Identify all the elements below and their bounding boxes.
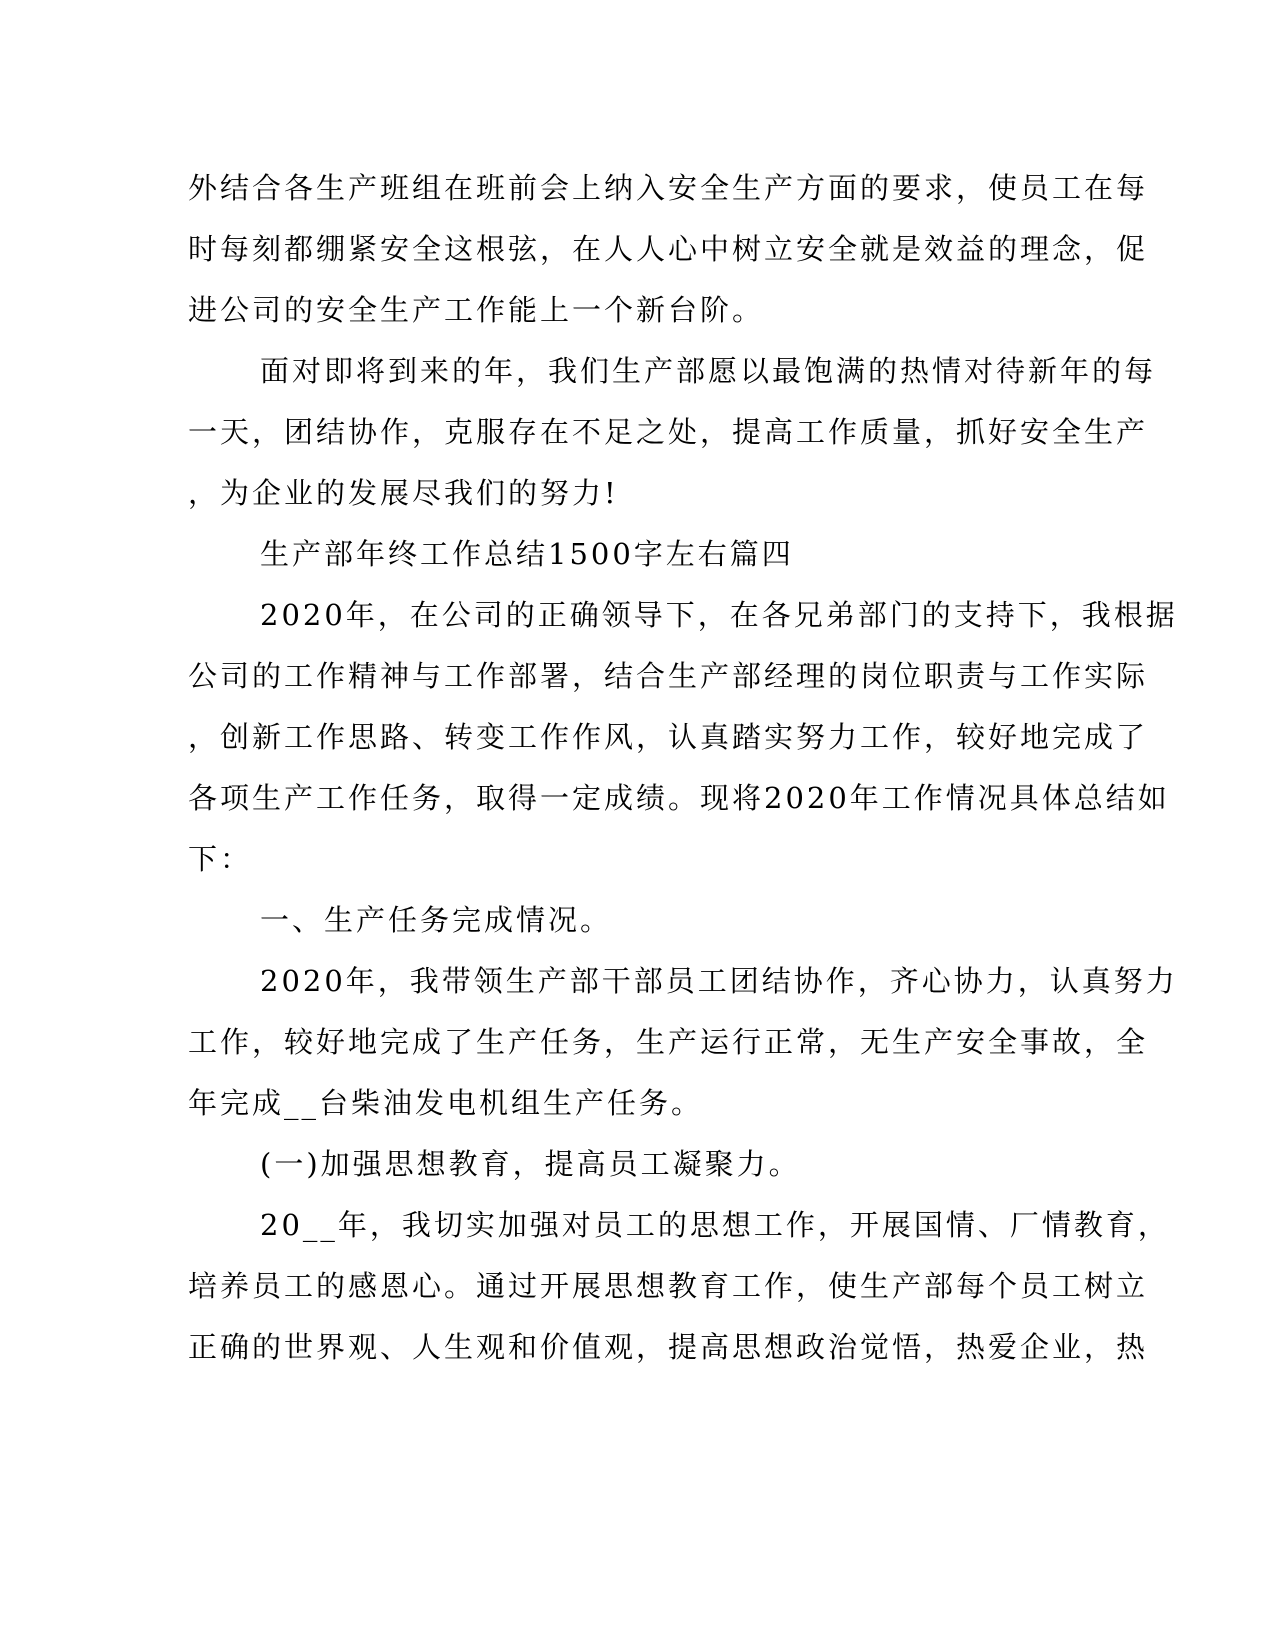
text-line: 年完成__台柴油发电机组生产任务。 — [188, 1086, 704, 1120]
text-line: 培养员工的感恩心。通过开展思想教育工作，使生产部每个员工树立 — [188, 1269, 1149, 1303]
text-line: 公司的工作精神与工作部署，结合生产部经理的岗位职责与工作实际 — [188, 659, 1149, 693]
text-line: ，为企业的发展尽我们的努力! — [188, 476, 619, 510]
paragraph-start-line: 2020年，我带领生产部干部员工团结协作，齐心协力，认真努力 — [260, 964, 1178, 998]
text-line: 进公司的安全生产工作能上一个新台阶。 — [188, 293, 765, 327]
paragraph-start-line: 面对即将到来的年，我们生产部愿以最饱满的热情对待新年的每 — [260, 354, 1157, 388]
text-line: ，创新工作思路、转变工作作风，认真踏实努力工作，较好地完成了 — [188, 720, 1149, 754]
subsection-heading: 一、生产任务完成情况。 — [260, 903, 613, 937]
text-line: 时每刻都绷紧安全这根弦，在人人心中树立安全就是效益的理念，促 — [188, 232, 1149, 266]
document-body — [188, 158, 1178, 1378]
paragraph-start-line: 20__年，我切实加强对员工的思想工作，开展国情、厂情教育， — [260, 1208, 1170, 1242]
subsection-heading: (一)加强思想教育，提高员工凝聚力。 — [260, 1147, 801, 1181]
text-line: 下： — [188, 842, 253, 876]
paragraph-start-line: 2020年，在公司的正确领导下，在各兄弟部门的支持下，我根据 — [260, 598, 1178, 632]
text-line: 各项生产工作任务，取得一定成绩。现将2020年工作情况具体总结如 — [188, 781, 1170, 815]
text-line: 正确的世界观、人生观和价值观，提高思想政治觉悟，热爱企业，热 — [188, 1330, 1149, 1364]
section-heading: 生产部年终工作总结1500字左右篇四 — [260, 537, 794, 571]
text-line: 外结合各生产班组在班前会上纳入安全生产方面的要求，使员工在每 — [188, 171, 1149, 205]
text-line: 一天，团结协作，克服存在不足之处，提高工作质量，抓好安全生产 — [188, 415, 1149, 449]
text-line: 工作，较好地完成了生产任务，生产运行正常，无生产安全事故，全 — [188, 1025, 1149, 1059]
